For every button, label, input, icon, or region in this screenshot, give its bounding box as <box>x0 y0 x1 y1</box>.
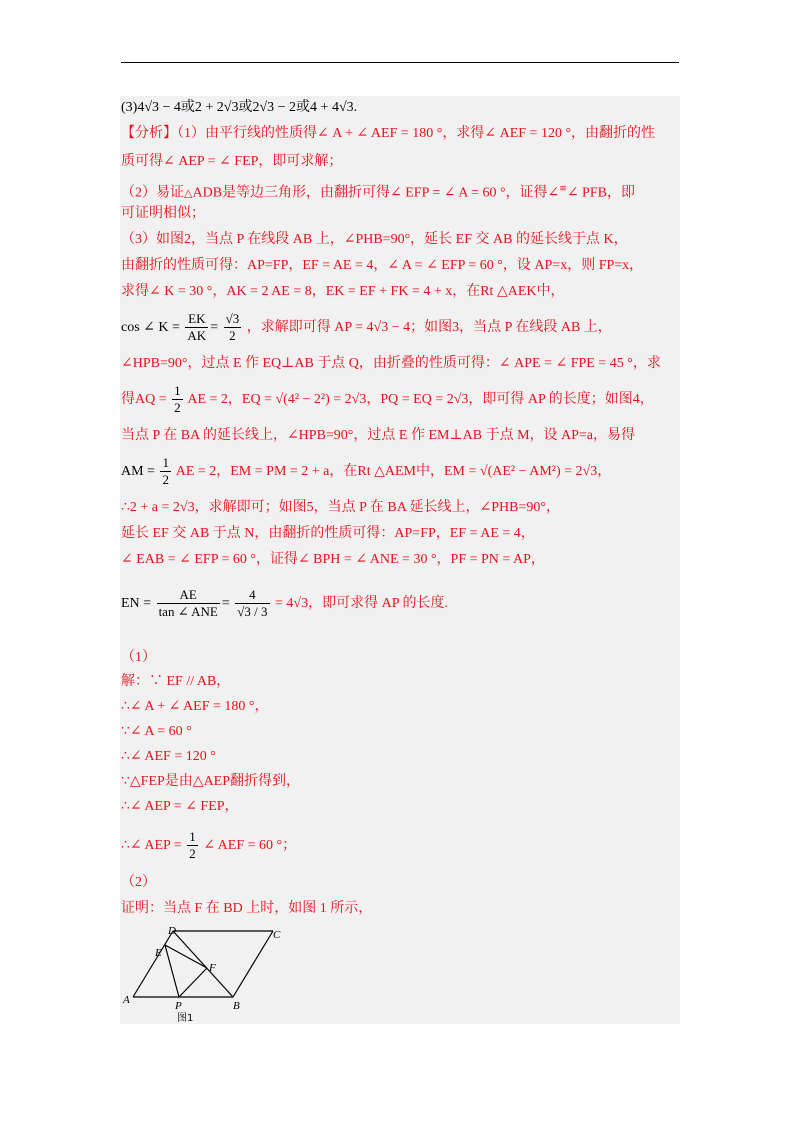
fraction-sqrt3-2: $\frac{√3}{2}$ <box>225 311 240 344</box>
label-e: E <box>155 947 162 959</box>
analysis-line-6: 由翻折的性质可得：AP=FP，EF = AE = 4，∠ A = ∠ EFP = 60 °，设 AP=x，则 FP=x， <box>121 258 644 273</box>
solution-line-5: ∵△FEP是由△AEP翻折得到， <box>121 774 301 789</box>
analysis-tag: 【分析】 <box>121 126 177 141</box>
edge-cb <box>233 931 273 997</box>
solution-line-8: 证明：当点 F 在 BD 上时，如图 1 所示， <box>121 901 373 916</box>
analysis-line-9: ∠HPB=90°，过点 E 作 EQ⊥AB 于点 Q，由折叠的性质可得：∠ APE = ∠ FPE = 45 °，求 <box>121 356 661 371</box>
label-d: D <box>168 926 176 937</box>
analysis-line-15: ∠ EAB = ∠ EFP = 60 °，证得∠ BPH = ∠ ANE = 30 °，PF = PN = AP， <box>121 552 545 567</box>
analysis-line-8: cos ∠ K = $\frac{EK}{AK}$ = $\frac{√3}{2}$ ，求解即可得 AP = 4√3 − 4；如图3，当点 P 在线段 AB 上， <box>121 311 612 344</box>
analysis-line-14: 延长 EF 交 AB 于点 N，由翻折的性质可得：AP=FP，EF = AE = 4， <box>121 526 535 541</box>
part2-label: （2） <box>121 875 156 890</box>
part1-label: （1） <box>121 650 156 665</box>
figure-caption: 图1 <box>177 1013 194 1024</box>
analysis-line-16: EN = $\frac{AE}{\text{tan ∠ ANE}}$ = $\frac{4}{√3 / 3}$ = 4√3，即可求得 AP 的长度. <box>121 587 448 620</box>
fraction-ek-ak: $\frac{EK}{AK}$ <box>187 311 207 344</box>
fraction-ae-tan: $\frac{AE}{\text{tan ∠ ANE}}$ <box>158 587 218 620</box>
edge-ad <box>133 931 173 997</box>
label-a: A <box>123 994 130 1006</box>
analysis-line-12: AM = $\frac{1}{2}$ AE = 2，EM = PM = 2 + a，在Rt △AEM中，EM = √(AE² − AM²) = 2√3， <box>121 455 612 488</box>
header-rule <box>121 62 679 63</box>
label-f: F <box>209 962 216 974</box>
label-c: C <box>273 929 281 941</box>
diagonal-db <box>173 931 233 997</box>
analysis-line-10: 得AQ = $\frac{1}{2}$ AE = 2，EQ = √(4² − 2²) = 2√3，PQ = EQ = 2√3，即可得 AP 的长度；如图4， <box>121 383 654 416</box>
analysis-line-2: 质可得∠ AEP = ∠ FEP，即可求解； <box>121 154 343 169</box>
solution-line-7: ∴∠ AEP = $\frac{1}{2}$ ∠ AEF = 60 °； <box>121 829 297 862</box>
solution-line-2: ∴∠ A + ∠ AEF = 180 °， <box>121 699 269 714</box>
solution-line-3: ∵∠ A = 60 ° <box>121 724 192 739</box>
solution-line-1: 解：∵ EF // AB， <box>121 674 231 689</box>
fraction-half-2: $\frac{1}{2}$ <box>162 455 169 488</box>
label-p: P <box>175 1000 182 1012</box>
answer-part3: (3)4√3 − 4或2 + 2√3或2√3 − 2或4 + 4√3. <box>121 100 358 115</box>
analysis-line-3: （2）易证△ADB是等边三角形，由翻折可得∠ EFP = ∠ A = 60 °，证得∠≌∠ PFB，即 <box>121 183 635 201</box>
label-b: B <box>233 1000 240 1012</box>
segment-ep <box>165 945 179 997</box>
analysis-line-13: ∴2 + a = 2√3，求解即可；如图5，当点 P 在 BA 延长线上，∠PHB=90°， <box>121 500 560 515</box>
analysis-line-7: 求得∠ K = 30 °，AK = 2 AE = 8，EK = EF + FK = 4 + x，在Rt △AEK中， <box>121 284 565 299</box>
solution-line-6: ∴∠ AEP = ∠ FEP， <box>121 799 239 814</box>
analysis-line-5: （3）如图2，当点 P 在线段 AB 上，∠PHB=90°，延长 EF 交 AB 的延长线于点 K， <box>121 232 628 247</box>
segment-pf <box>179 968 207 997</box>
analysis-line-1: 【分析】（1）由平行线的性质得∠ A + ∠ AEF = 180 °，求得∠ AEF = 120 °，由翻折的性 <box>121 126 656 141</box>
solution-line-4: ∴∠ AEF = 120 ° <box>121 749 216 764</box>
fraction-half: $\frac{1}{2}$ <box>174 383 181 416</box>
figure-1 <box>121 926 285 1024</box>
analysis-line-11: 当点 P 在 BA 的延长线上，∠HPB=90°，过点 E 作 EM⊥AB 于点 M，设 AP=a，易得 <box>121 428 636 443</box>
fraction-4-sqrt3-3: $\frac{4}{√3 / 3}$ <box>237 587 268 620</box>
analysis-line-4: 可证明相似； <box>121 206 205 221</box>
segment-ef <box>165 945 207 968</box>
fraction-half-3: $\frac{1}{2}$ <box>189 829 196 862</box>
